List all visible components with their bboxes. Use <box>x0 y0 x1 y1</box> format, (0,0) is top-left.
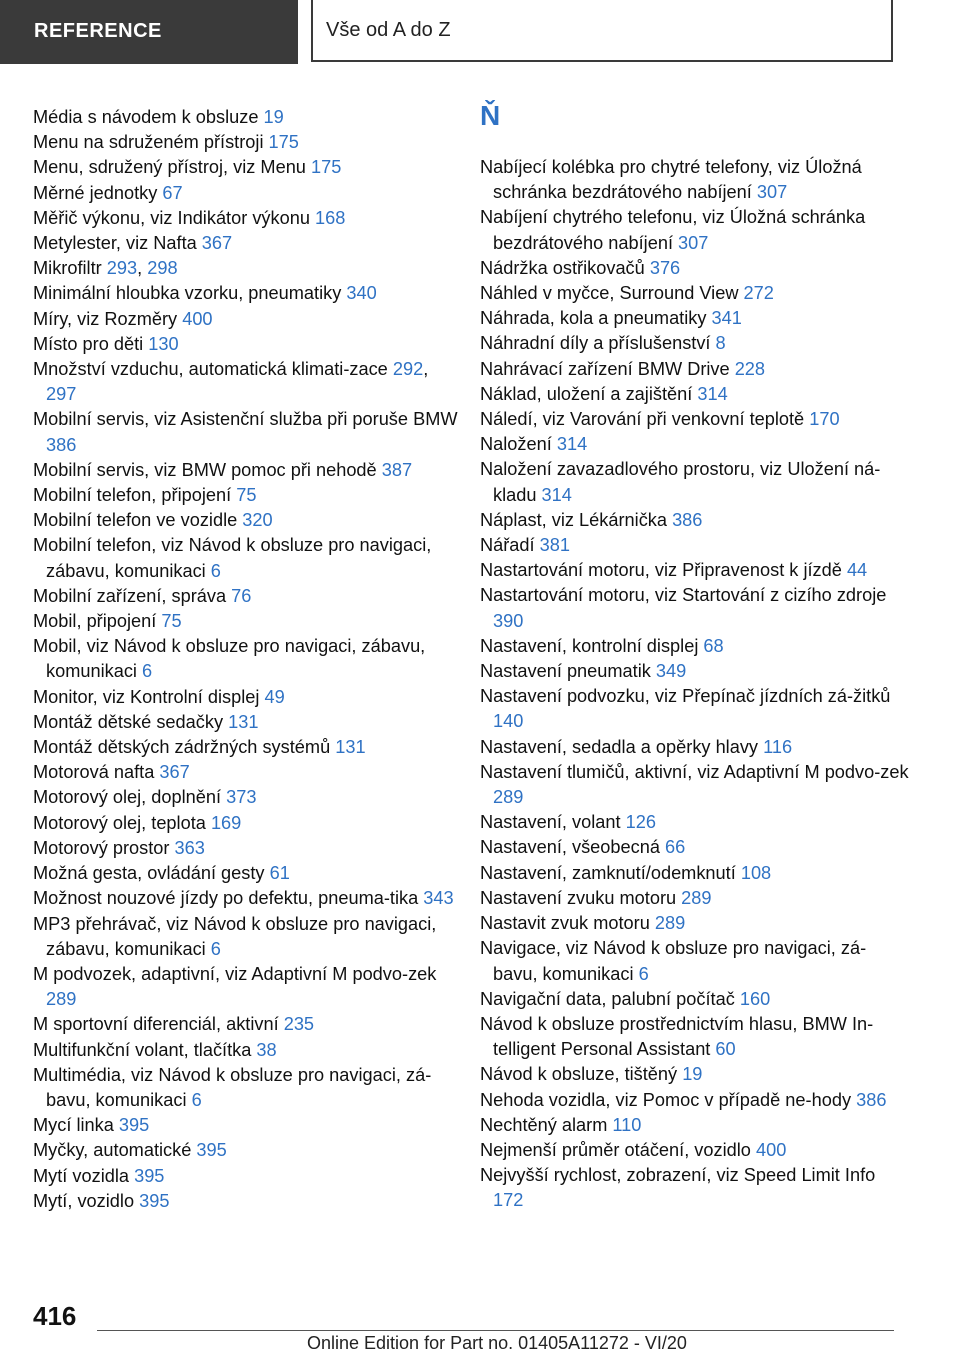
index-entry <box>480 936 910 986</box>
index-entry-text: Množství vzduchu, automatická klimati‐zace <box>33 359 393 380</box>
index-entry <box>33 962 463 1012</box>
index-entry-text: Návod k obsluze, tištěný <box>480 1064 683 1085</box>
index-entry <box>33 785 463 810</box>
page-reference-link[interactable]: 116 <box>763 736 793 757</box>
page-reference-link[interactable]: 314 <box>556 434 588 455</box>
page-reference-link[interactable]: 76 <box>231 585 252 606</box>
page-reference-link[interactable]: 172 <box>493 1190 524 1211</box>
page-reference-link[interactable]: 367 <box>201 233 233 254</box>
page-reference-link[interactable]: 298 <box>147 258 178 279</box>
index-entry-text: Náplast, viz Lékárnička <box>480 509 673 530</box>
index-entry-text: Mikrofiltr <box>33 258 107 279</box>
page-reference-link[interactable]: 307 <box>756 182 788 203</box>
page-reference-link[interactable]: 235 <box>283 1014 315 1035</box>
index-entry-text: Minimální hloubka vzorku, pneumatiky <box>33 283 347 304</box>
page-reference-link[interactable]: 395 <box>134 1165 165 1186</box>
index-entry <box>480 861 910 886</box>
index-entry-text: Navigační data, palubní počítač <box>480 988 740 1009</box>
index-entry <box>480 457 910 507</box>
footer-edition: Online Edition for Part no. 01405A11272 - VI/20 <box>307 1333 687 1353</box>
page-reference-link[interactable]: 44 <box>846 560 868 581</box>
index-entry: Mikrofiltr 293, 298 <box>33 258 178 279</box>
index-entry <box>480 1163 910 1213</box>
index-entry-text: Návod k obsluze prostřednictvím hlasu, BMW In‐telligent Personal Assistant <box>480 1013 874 1060</box>
index-entry <box>33 1189 463 1214</box>
index-entry <box>33 584 463 609</box>
page-reference-link[interactable]: 66 <box>665 837 686 858</box>
index-entry-text: Mytí, vozidlo <box>33 1190 140 1211</box>
page-reference-link[interactable]: 314 <box>541 484 572 505</box>
index-entry <box>480 1062 910 1087</box>
index-entry <box>33 634 463 684</box>
page-reference-link[interactable]: 168 <box>315 207 346 228</box>
page-reference-link[interactable]: 6 <box>210 938 221 959</box>
footer-divider <box>97 1330 894 1331</box>
index-entry-text: Multifunkční volant, tlačítka <box>33 1039 257 1060</box>
index-entry <box>33 206 463 231</box>
page-reference-link[interactable]: 292 <box>392 359 424 380</box>
index-entry <box>33 735 463 760</box>
page-reference-link[interactable]: 131 <box>228 711 259 732</box>
index-entry-text: Nejmenší průměr otáčení, vozidlo <box>480 1139 756 1160</box>
page-reference-link[interactable]: 400 <box>182 308 213 329</box>
page-reference-link[interactable]: 363 <box>174 837 205 858</box>
index-entry: Množství vzduchu, automatická klimati‐zace 292, 297 <box>33 359 429 405</box>
index-entry <box>33 609 463 634</box>
index-entry <box>480 1113 910 1138</box>
page-reference-link[interactable]: 314 <box>697 383 728 404</box>
index-entry <box>480 1138 910 1163</box>
index-entry <box>480 583 910 633</box>
page-reference-link[interactable]: 126 <box>625 812 656 833</box>
index-entry <box>33 685 463 710</box>
index-entry-text: Nahrávací zařízení BMW Drive <box>480 358 735 379</box>
index-entry <box>33 231 463 256</box>
index-entry <box>480 911 910 936</box>
page-reference-link[interactable]: 8 <box>715 333 726 354</box>
index-entry <box>33 912 463 962</box>
page-reference-link[interactable]: 228 <box>734 358 766 379</box>
page-reference-link[interactable]: 395 <box>118 1115 150 1136</box>
index-entry-text: Metylester, viz Nafta <box>33 233 202 254</box>
index-entry <box>33 105 463 130</box>
index-entry <box>480 634 910 659</box>
page-reference-link[interactable]: 386 <box>672 509 703 530</box>
index-entry <box>33 407 463 457</box>
index-entry <box>480 155 910 205</box>
index-entry <box>33 508 463 533</box>
index-entry <box>33 710 463 735</box>
index-entry-text: M sportovní diferenciál, aktivní <box>33 1014 284 1035</box>
index-entry <box>33 1012 463 1037</box>
index-entry <box>480 331 910 356</box>
page-reference-link[interactable]: 289 <box>654 913 686 934</box>
index-entry <box>480 760 910 810</box>
index-entry <box>480 407 910 432</box>
index-entry-text: Montáž dětské sedačky <box>33 711 229 732</box>
index-entry-text: Nechtěný alarm <box>480 1114 613 1135</box>
page-reference-link[interactable]: 38 <box>256 1039 277 1060</box>
index-entry-text: Naložení zavazadlového prostoru, viz Uložení ná‐kladu <box>480 459 881 505</box>
index-entry <box>33 483 463 508</box>
index-entry <box>480 835 910 860</box>
page-reference-link[interactable]: 6 <box>638 963 649 984</box>
index-entry-text: Mobilní servis, viz Asistenční služba při poruše BMW <box>33 409 458 430</box>
index-column-right <box>480 155 910 1214</box>
index-entry-text: Nastavení, kontrolní displej <box>480 635 704 656</box>
page-reference-link[interactable]: 140 <box>493 711 524 732</box>
index-entry-text: Monitor, viz Kontrolní displej <box>33 686 265 707</box>
index-entry <box>33 861 463 886</box>
index-entry-text: Menu, sdružený přístroj, viz Menu <box>33 157 311 178</box>
index-entry-text: Možná gesta, ovládání gesty <box>33 863 270 884</box>
page-reference-link[interactable]: 367 <box>159 762 190 783</box>
index-entry-text: Nastavení, volant <box>480 812 626 833</box>
index-entry-text: Nastavení, zamknutí/odemknutí <box>480 862 741 883</box>
index-letter-heading: Ň <box>480 100 501 131</box>
page-reference-link[interactable]: 131 <box>335 737 366 758</box>
index-entry-text: Nabíjení chytrého telefonu, viz Úložná schránka bezdrátového nabíjení <box>480 207 866 253</box>
page-reference-link[interactable]: 387 <box>381 459 413 480</box>
index-entry-text: Mytí vozidla <box>33 1165 135 1186</box>
page-reference-link[interactable]: 60 <box>715 1039 736 1060</box>
page-reference-link[interactable]: 19 <box>682 1064 703 1085</box>
index-entry <box>480 256 910 281</box>
index-entry <box>33 1164 463 1189</box>
index-entry-text: Nejvyšší rychlost, zobrazení, viz Speed Limit Info <box>480 1165 876 1186</box>
page-reference-link[interactable]: 49 <box>264 686 285 707</box>
page-reference-link[interactable]: 6 <box>210 560 221 581</box>
page-reference-link[interactable]: 75 <box>236 485 257 506</box>
index-entry-text: Nádržka ostřikovačů <box>480 257 650 278</box>
index-entry-text: Nastartování motoru, viz Připravenost k jízdě <box>480 560 847 581</box>
index-entry <box>480 281 910 306</box>
index-entry-text: Menu na sdruženém přístroji <box>33 132 269 153</box>
index-entry-text: Naložení <box>480 434 557 455</box>
index-entry-text: Nabíjecí kolébka pro chytré telefony, viz Úložná schránka bezdrátového nabíjení <box>480 157 862 203</box>
page-reference-link[interactable]: 373 <box>226 787 257 808</box>
index-entry-text: Navigace, viz Návod k obsluze pro navigaci, zá‐bavu, komunikaci <box>480 938 867 984</box>
page-reference-link[interactable]: 108 <box>740 862 772 883</box>
page-reference-link[interactable]: 349 <box>655 661 687 682</box>
index-entry-text: Mobilní zařízení, správa <box>33 585 232 606</box>
index-entry-text: Nastavení tlumičů, aktivní, viz Adaptivní M podvo‐zek <box>480 761 909 782</box>
page-reference-link[interactable]: 381 <box>539 535 571 556</box>
index-entry <box>480 508 910 533</box>
index-entry-text: Myčky, automatické <box>33 1140 197 1161</box>
page-reference-link[interactable]: 272 <box>743 283 774 304</box>
index-entry-text: Mobilní telefon, viz Návod k obsluze pro navigaci, zábavu, komunikaci <box>33 535 432 581</box>
page-reference-link[interactable]: 110 <box>612 1114 642 1135</box>
page-reference-link[interactable]: 289 <box>46 989 77 1010</box>
page-reference-link[interactable]: 160 <box>739 988 771 1009</box>
index-entry-text: Nehoda vozidla, viz Pomoc v případě ne‐hody <box>480 1089 857 1110</box>
index-entry <box>480 205 910 255</box>
page-reference-link[interactable]: 6 <box>191 1089 202 1110</box>
index-entry-text: Mobil, viz Návod k obsluze pro navigaci, zábavu, komunikaci <box>33 636 426 682</box>
page-reference-link[interactable]: 297 <box>46 384 77 405</box>
index-entry-text: Náledí, viz Varování při venkovní teplotě <box>480 409 810 430</box>
index-entry-text: Motorový prostor <box>33 837 175 858</box>
index-entry-text: Nastavení, všeobecná <box>480 837 666 858</box>
index-entry-text: Motorová nafta <box>33 762 160 783</box>
index-entry <box>480 533 910 558</box>
index-entry <box>480 382 910 407</box>
index-entry <box>33 130 463 155</box>
page-reference-link[interactable]: 341 <box>711 308 742 329</box>
index-entry-text: Mycí linka <box>33 1115 119 1136</box>
page-reference-link[interactable]: 68 <box>703 635 724 656</box>
index-entry-text: Možnost nouzové jízdy po defektu, pneuma‐tika <box>33 888 424 909</box>
index-entry-text: Mobilní telefon, připojení <box>33 485 237 506</box>
index-entry-text: Nastavení podvozku, viz Přepínač jízdních zá‐žitků <box>480 686 891 707</box>
index-entry <box>480 1012 910 1062</box>
page-reference-link[interactable]: 395 <box>139 1190 170 1211</box>
index-entry <box>33 181 463 206</box>
page-reference-link[interactable]: 340 <box>346 283 377 304</box>
index-entry-text: Nastavit zvuk motoru <box>480 913 655 934</box>
index-entry-text: Montáž dětských zádržných systémů <box>33 737 336 758</box>
page-reference-link[interactable]: 19 <box>263 107 284 127</box>
index-entry-text: Nastavení, sedadla a opěrky hlavy <box>480 736 764 757</box>
index-entry <box>480 684 910 734</box>
page-reference-link[interactable]: 400 <box>755 1139 787 1160</box>
index-entry-text: Měřič výkonu, viz Indikátor výkonu <box>33 207 316 228</box>
page-reference-link[interactable]: 320 <box>242 510 273 531</box>
index-entry <box>33 332 463 357</box>
page-reference-link[interactable]: 376 <box>649 257 681 278</box>
page-reference-link[interactable]: 390 <box>493 610 524 631</box>
page-number: 416 <box>33 1301 77 1331</box>
index-entry-text: Míry, viz Rozměry <box>33 308 183 329</box>
index-entry <box>480 987 910 1012</box>
page-reference-link[interactable]: 386 <box>46 434 77 455</box>
index-entry <box>33 1113 463 1138</box>
index-entry-text: Místo pro děti <box>33 333 149 354</box>
section-tab <box>0 0 298 64</box>
index-entry-text: Média s návodem k obsluze <box>33 107 264 127</box>
index-entry-text: Nastavení zvuku motoru <box>480 887 682 908</box>
page-reference-link[interactable]: 289 <box>493 787 524 808</box>
index-entry-text: Mobilní servis, viz BMW pomoc při nehodě <box>33 459 382 480</box>
index-entry <box>33 307 463 332</box>
index-entry <box>33 1138 463 1163</box>
chapter-header <box>311 0 893 62</box>
page-reference-link[interactable]: 289 <box>681 887 712 908</box>
index-entry <box>33 886 463 911</box>
index-entry <box>33 281 463 306</box>
page-reference-link[interactable]: 169 <box>210 812 242 833</box>
page-reference-link[interactable]: 175 <box>310 157 342 178</box>
index-entry <box>33 1038 463 1063</box>
index-entry <box>33 811 463 836</box>
index-entry <box>33 533 463 583</box>
index-entry <box>33 1063 463 1113</box>
page-reference-link[interactable]: 307 <box>678 232 709 253</box>
index-entry <box>480 810 910 835</box>
index-entry <box>480 886 910 911</box>
index-entry <box>480 1088 910 1113</box>
page-reference-link[interactable]: 61 <box>269 863 290 884</box>
index-entry-text: Náhradní díly a příslušenství <box>480 333 716 354</box>
page-reference-link[interactable]: 75 <box>161 611 182 632</box>
index-entry <box>480 659 910 684</box>
index-entry <box>480 735 910 760</box>
section-label: REFERENCE <box>34 20 162 42</box>
page-reference-link[interactable]: 343 <box>423 888 454 909</box>
index-entry-text: M podvozek, adaptivní, viz Adaptivní M podvo‐zek <box>33 963 437 984</box>
index-entry <box>33 458 463 483</box>
index-entry-text: Náhled v myčce, Surround View <box>480 283 744 304</box>
index-entry-text: Měrné jednotky <box>33 182 163 203</box>
page-reference-link[interactable]: 175 <box>268 132 299 153</box>
index-entry-text: MP3 přehrávač, viz Návod k obsluze pro navigaci, zábavu, komunikaci <box>33 913 437 959</box>
page-reference-link[interactable]: 395 <box>196 1140 227 1161</box>
index-entry <box>33 836 463 861</box>
index-entry-text: Motorový olej, doplnění <box>33 787 227 808</box>
index-entry-text: Mobil, připojení <box>33 611 162 632</box>
index-entry <box>33 760 463 785</box>
index-entry-text: Náklad, uložení a zajištění <box>480 383 698 404</box>
page-reference-link[interactable]: 293 <box>106 258 138 279</box>
chapter-title: Vše od A do Z <box>326 19 451 41</box>
index-entry-text: Multimédia, viz Návod k obsluze pro navigaci, zá‐bavu, komunikaci <box>33 1064 432 1110</box>
index-entry-text: Nastavení pneumatik <box>480 661 656 682</box>
page-reference-link[interactable]: 130 <box>148 333 179 354</box>
index-entry <box>480 432 910 457</box>
index-entry <box>480 558 910 583</box>
index-column-left <box>33 105 463 1214</box>
index-entry <box>480 357 910 382</box>
index-entry <box>33 155 463 180</box>
page-reference-link[interactable]: 6 <box>142 661 153 682</box>
index-entry-text: Motorový olej, teplota <box>33 812 211 833</box>
page-reference-link[interactable]: 386 <box>856 1089 887 1110</box>
index-entry-text: Náhrada, kola a pneumatiky <box>480 308 712 329</box>
index-entry-text: Nastartování motoru, viz Startování z cizího zdroje <box>480 585 887 606</box>
page-reference-link[interactable]: 67 <box>162 182 183 203</box>
index-entry-text: Mobilní telefon ve vozidle <box>33 510 243 531</box>
index-entry-text: Nářadí <box>480 535 540 556</box>
index-entry <box>480 306 910 331</box>
page-reference-link[interactable]: 170 <box>809 409 840 430</box>
